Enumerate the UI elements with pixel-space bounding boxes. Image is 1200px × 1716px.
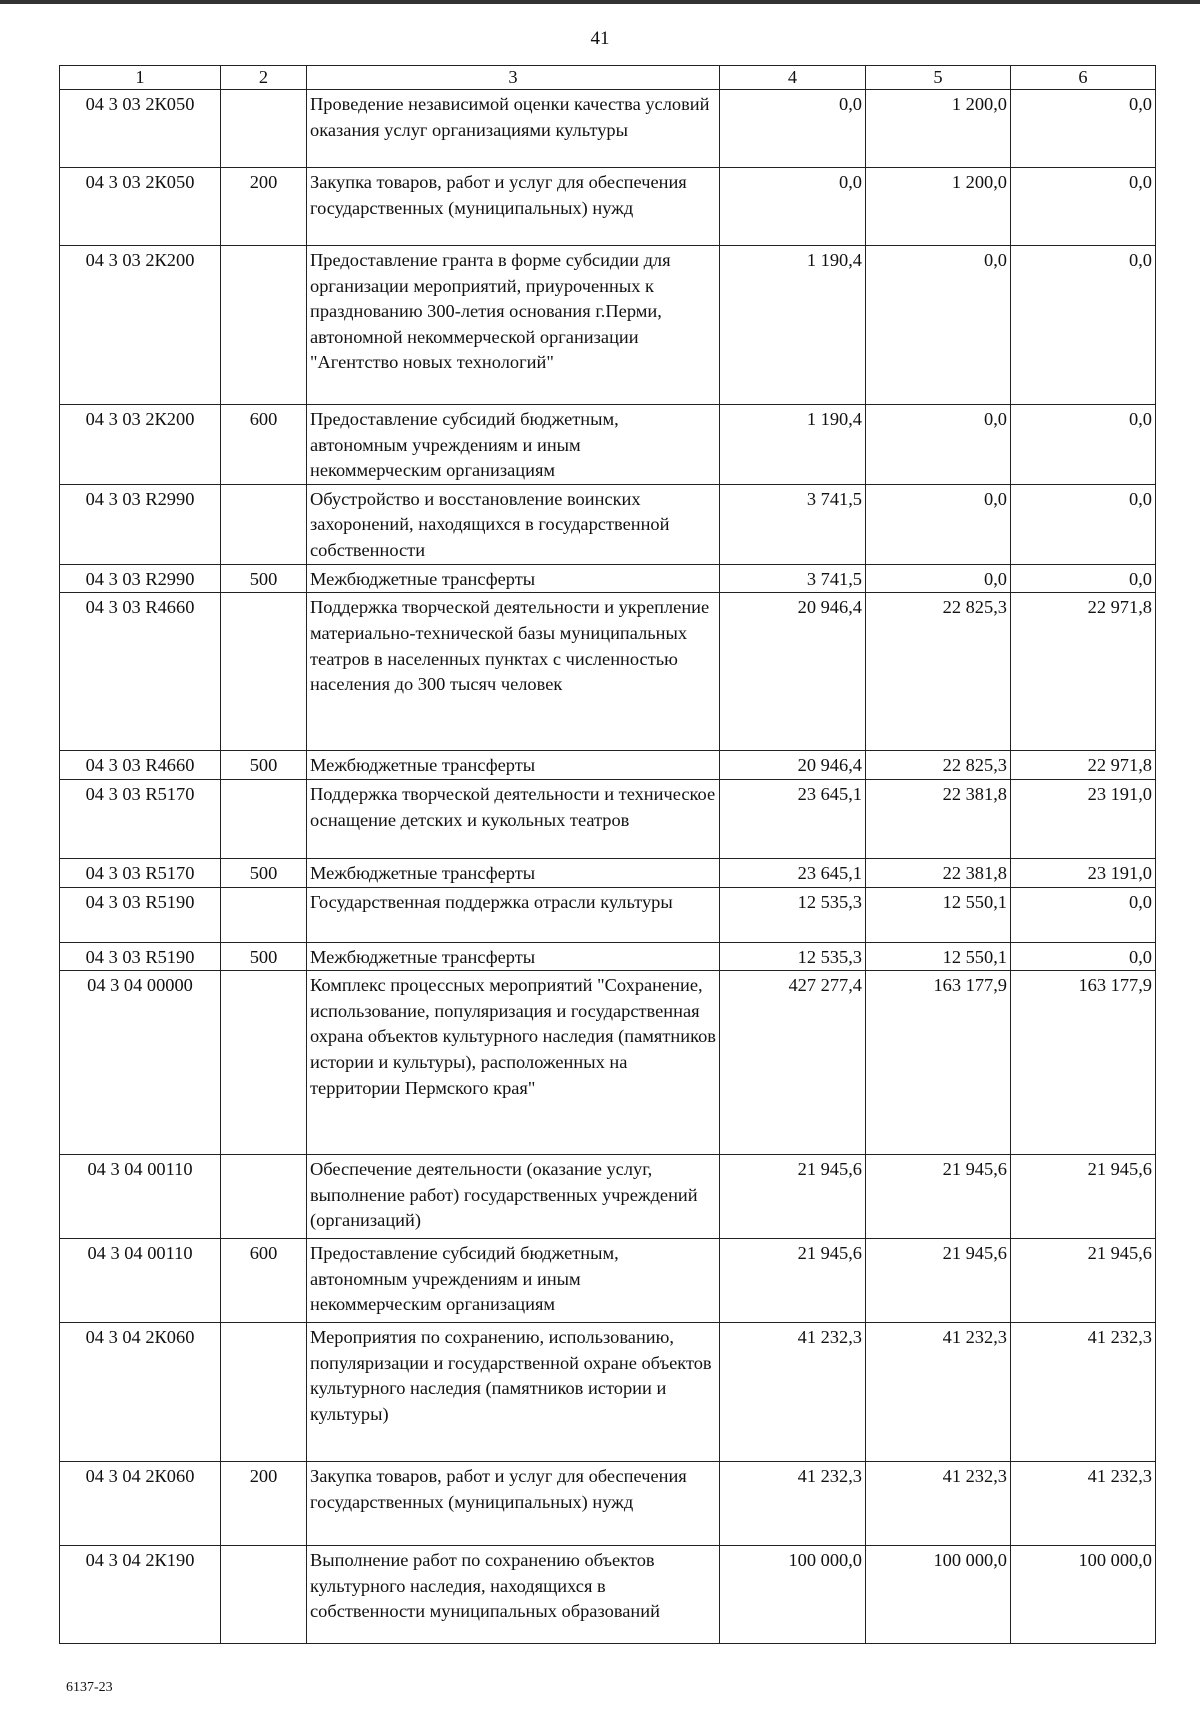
column-header-6: 6 — [1011, 66, 1156, 90]
row-code: 04 3 03 2К200 — [60, 405, 221, 485]
row-expense-type: 500 — [221, 751, 307, 780]
table-row — [60, 1155, 1156, 1239]
table-row — [60, 90, 1156, 168]
column-header-1: 1 — [60, 66, 221, 90]
table-row — [60, 564, 1156, 593]
row-expense-type: 200 — [221, 168, 307, 246]
row-value-col6: 22 971,8 — [1011, 751, 1156, 780]
table-row — [60, 779, 1156, 858]
row-value-col6: 0,0 — [1011, 168, 1156, 246]
row-value-col5: 22 381,8 — [866, 858, 1011, 887]
row-code: 04 3 03 R5190 — [60, 887, 221, 942]
table-row — [60, 1546, 1156, 1644]
table-row — [60, 246, 1156, 405]
row-name: Межбюджетные трансферты — [307, 942, 720, 971]
row-value-col6: 0,0 — [1011, 484, 1156, 564]
row-code: 04 3 03 R2990 — [60, 564, 221, 593]
document-code: 6137-23 — [66, 1680, 113, 1695]
row-value-col5: 0,0 — [866, 405, 1011, 485]
row-value-col4: 41 232,3 — [720, 1323, 866, 1462]
row-code: 04 3 04 2К190 — [60, 1546, 221, 1644]
row-expense-type — [221, 484, 307, 564]
row-code: 04 3 04 2К060 — [60, 1462, 221, 1546]
row-code: 04 3 03 R5190 — [60, 942, 221, 971]
budget-table — [59, 65, 1156, 1644]
table-row — [60, 484, 1156, 564]
column-header-5: 5 — [866, 66, 1011, 90]
row-value-col4: 3 741,5 — [720, 484, 866, 564]
row-value-col4: 100 000,0 — [720, 1546, 866, 1644]
row-code: 04 3 04 2К060 — [60, 1323, 221, 1462]
table-row — [60, 751, 1156, 780]
column-header-2: 2 — [221, 66, 307, 90]
row-code: 04 3 03 R5170 — [60, 779, 221, 858]
row-value-col6: 0,0 — [1011, 564, 1156, 593]
header-row — [60, 66, 1156, 90]
row-value-col4: 1 190,4 — [720, 246, 866, 405]
row-code: 04 3 03 2К050 — [60, 90, 221, 168]
row-name: Поддержка творческой деятельности и укрепление материально-технической базы муниципальных театров в населенных пунктах с численностью населения до 300 тысяч человек — [307, 593, 720, 751]
column-header-4: 4 — [720, 66, 866, 90]
row-value-col4: 21 945,6 — [720, 1155, 866, 1239]
row-expense-type — [221, 971, 307, 1155]
row-expense-type — [221, 887, 307, 942]
row-value-col5: 22 825,3 — [866, 751, 1011, 780]
row-value-col6: 163 177,9 — [1011, 971, 1156, 1155]
table-row — [60, 405, 1156, 485]
row-code: 04 3 03 R4660 — [60, 593, 221, 751]
row-value-col5: 12 550,1 — [866, 942, 1011, 971]
row-value-col5: 21 945,6 — [866, 1155, 1011, 1239]
scan-top-edge — [0, 0, 1200, 4]
row-code: 04 3 03 R2990 — [60, 484, 221, 564]
row-value-col5: 41 232,3 — [866, 1462, 1011, 1546]
row-value-col6: 41 232,3 — [1011, 1462, 1156, 1546]
row-name: Межбюджетные трансферты — [307, 751, 720, 780]
row-value-col5: 21 945,6 — [866, 1239, 1011, 1323]
row-value-col4: 427 277,4 — [720, 971, 866, 1155]
row-expense-type: 500 — [221, 564, 307, 593]
row-expense-type: 600 — [221, 1239, 307, 1323]
row-name: Предоставление субсидий бюджетным, автономным учреждениям и иным некоммерческим организациям — [307, 405, 720, 485]
row-value-col6: 0,0 — [1011, 405, 1156, 485]
table-row — [60, 942, 1156, 971]
row-value-col5: 163 177,9 — [866, 971, 1011, 1155]
row-code: 04 3 03 R5170 — [60, 858, 221, 887]
row-expense-type — [221, 90, 307, 168]
row-expense-type — [221, 1546, 307, 1644]
row-expense-type: 500 — [221, 942, 307, 971]
row-name: Предоставление гранта в форме субсидии для организации мероприятий, приуроченных к празднованию 300-летия основания г.Перми, автономной некоммерческой организации "Агентство новых технологий" — [307, 246, 720, 405]
row-value-col4: 20 946,4 — [720, 593, 866, 751]
row-value-col6: 0,0 — [1011, 90, 1156, 168]
row-value-col5: 41 232,3 — [866, 1323, 1011, 1462]
row-name: Комплекс процессных мероприятий "Сохранение, использование, популяризация и государственная охрана объектов культурного наследия (памятников истории и культуры), расположенных на территории Пермского края" — [307, 971, 720, 1155]
table-row — [60, 971, 1156, 1155]
table-row — [60, 1323, 1156, 1462]
row-value-col4: 1 190,4 — [720, 405, 866, 485]
row-value-col6: 0,0 — [1011, 246, 1156, 405]
row-expense-type — [221, 246, 307, 405]
row-name: Обеспечение деятельности (оказание услуг, выполнение работ) государственных учреждений (организаций) — [307, 1155, 720, 1239]
row-value-col4: 0,0 — [720, 168, 866, 246]
table-row — [60, 168, 1156, 246]
row-value-col6: 23 191,0 — [1011, 779, 1156, 858]
row-value-col5: 22 381,8 — [866, 779, 1011, 858]
row-name: Государственная поддержка отрасли культуры — [307, 887, 720, 942]
row-name: Проведение независимой оценки качества условий оказания услуг организациями культуры — [307, 90, 720, 168]
row-expense-type — [221, 1323, 307, 1462]
row-code: 04 3 04 00110 — [60, 1239, 221, 1323]
row-name: Межбюджетные трансферты — [307, 858, 720, 887]
row-name: Мероприятия по сохранению, использованию, популяризации и государственной охране объектов культурного наследия (памятников истории и культуры) — [307, 1323, 720, 1462]
row-value-col5: 0,0 — [866, 246, 1011, 405]
row-value-col6: 21 945,6 — [1011, 1155, 1156, 1239]
row-code: 04 3 03 2К050 — [60, 168, 221, 246]
row-value-col5: 12 550,1 — [866, 887, 1011, 942]
row-value-col4: 3 741,5 — [720, 564, 866, 593]
row-value-col4: 41 232,3 — [720, 1462, 866, 1546]
row-value-col4: 23 645,1 — [720, 779, 866, 858]
row-value-col6: 100 000,0 — [1011, 1546, 1156, 1644]
row-value-col6: 21 945,6 — [1011, 1239, 1156, 1323]
row-code: 04 3 04 00000 — [60, 971, 221, 1155]
row-value-col4: 21 945,6 — [720, 1239, 866, 1323]
row-expense-type: 600 — [221, 405, 307, 485]
row-value-col5: 1 200,0 — [866, 90, 1011, 168]
row-expense-type — [221, 779, 307, 858]
row-value-col4: 0,0 — [720, 90, 866, 168]
row-value-col4: 20 946,4 — [720, 751, 866, 780]
row-expense-type: 200 — [221, 1462, 307, 1546]
row-value-col6: 0,0 — [1011, 887, 1156, 942]
row-value-col4: 23 645,1 — [720, 858, 866, 887]
row-expense-type — [221, 1155, 307, 1239]
row-name: Обустройство и восстановление воинских захоронений, находящихся в государственной собственности — [307, 484, 720, 564]
row-value-col5: 0,0 — [866, 484, 1011, 564]
row-code: 04 3 04 00110 — [60, 1155, 221, 1239]
row-name: Выполнение работ по сохранению объектов культурного наследия, находящихся в собственности муниципальных образований — [307, 1546, 720, 1644]
table-row — [60, 593, 1156, 751]
row-value-col6: 0,0 — [1011, 942, 1156, 971]
row-value-col6: 23 191,0 — [1011, 858, 1156, 887]
row-code: 04 3 03 2К200 — [60, 246, 221, 405]
row-expense-type — [221, 593, 307, 751]
table-row — [60, 1239, 1156, 1323]
row-value-col4: 12 535,3 — [720, 887, 866, 942]
row-name: Предоставление субсидий бюджетным, автономным учреждениям и иным некоммерческим организациям — [307, 1239, 720, 1323]
row-value-col5: 100 000,0 — [866, 1546, 1011, 1644]
row-value-col6: 22 971,8 — [1011, 593, 1156, 751]
row-name: Закупка товаров, работ и услуг для обеспечения государственных (муниципальных) нужд — [307, 1462, 720, 1546]
row-value-col5: 22 825,3 — [866, 593, 1011, 751]
row-name: Закупка товаров, работ и услуг для обеспечения государственных (муниципальных) нужд — [307, 168, 720, 246]
row-value-col6: 41 232,3 — [1011, 1323, 1156, 1462]
row-name: Межбюджетные трансферты — [307, 564, 720, 593]
table-row — [60, 887, 1156, 942]
page-number: 41 — [590, 28, 610, 49]
row-code: 04 3 03 R4660 — [60, 751, 221, 780]
table-row — [60, 858, 1156, 887]
table-row — [60, 1462, 1156, 1546]
row-value-col4: 12 535,3 — [720, 942, 866, 971]
column-header-3: 3 — [307, 66, 720, 90]
row-name: Поддержка творческой деятельности и техническое оснащение детских и кукольных театров — [307, 779, 720, 858]
row-value-col5: 0,0 — [866, 564, 1011, 593]
row-value-col5: 1 200,0 — [866, 168, 1011, 246]
row-expense-type: 500 — [221, 858, 307, 887]
